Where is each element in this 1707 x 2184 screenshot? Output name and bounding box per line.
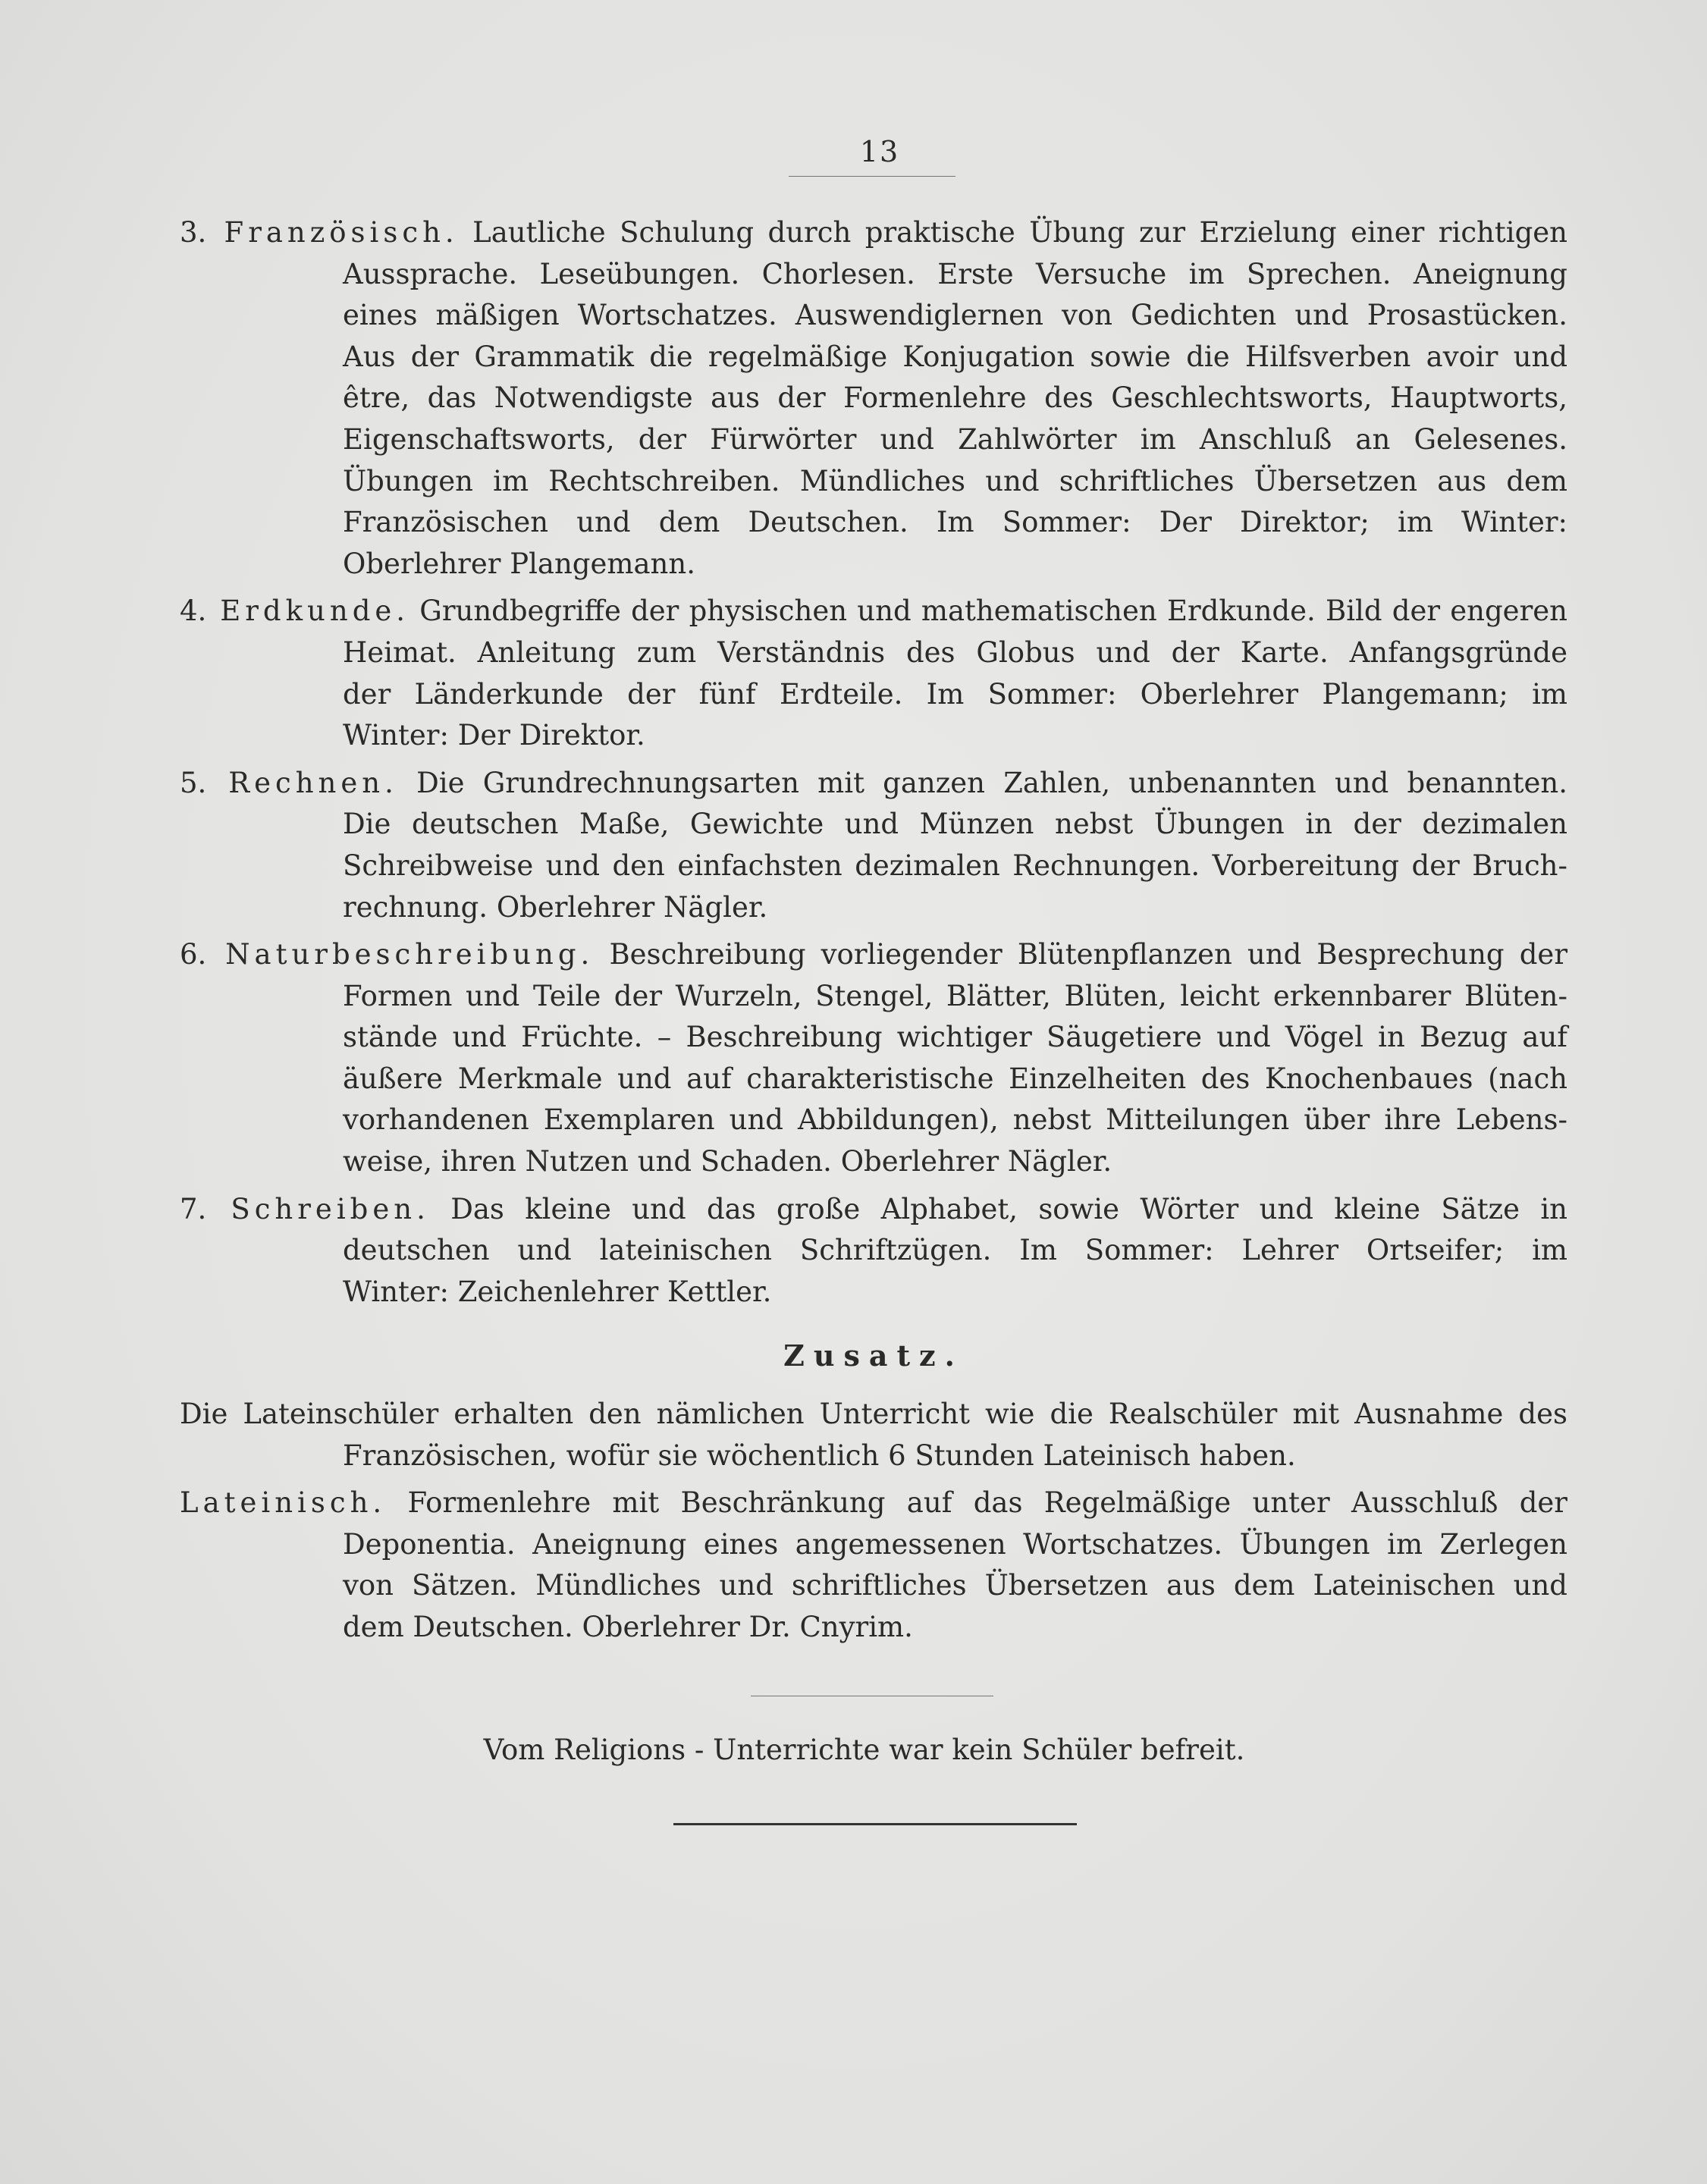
- text-line: dem Deutschen. Oberlehrer Dr. Cnyrim.: [343, 1611, 913, 1643]
- item-number: 5.: [180, 766, 207, 799]
- text-line: Aus der Grammatik die regelmäßige Konjugation sowie die Hilfsverben avoir und: [343, 340, 1567, 373]
- item-first-line: [180, 212, 1567, 254]
- closing-rule: [673, 1823, 1077, 1825]
- zusatz-heading: Zusatz.: [783, 1338, 964, 1373]
- item-text: Das kleine und das große Alphabet, sowie Wörter und kleine Sätze in: [450, 1192, 1567, 1225]
- text-line: Oberlehrer Plangemann.: [343, 547, 695, 580]
- item-first-line: [180, 591, 1567, 632]
- item-text: Beschreibung vorliegender Blütenpflanzen und Besprechung der: [609, 938, 1568, 971]
- text-line: der Länderkunde der fünf Erdteile. Im Sommer: Oberlehrer Plangemann; im: [343, 677, 1567, 711]
- item-subject: Naturbeschreibung.: [225, 938, 595, 971]
- item-number: 4.: [180, 595, 207, 628]
- curriculum-item: [180, 591, 1567, 756]
- curriculum-item: [180, 212, 1567, 585]
- item-text: Grundbegriffe der physischen und mathematischen Erdkunde. Bild der engeren: [419, 595, 1567, 628]
- item-first-line: [180, 763, 1567, 805]
- item-number: 7.: [180, 1192, 207, 1225]
- zusatz-paragraph: [180, 1394, 1567, 1476]
- text-line: Aussprache. Leseübungen. Chorlesen. Erste Versuche im Sprechen. Aneignung: [343, 257, 1567, 290]
- item-text: Die Grundrechnungsarten mit ganzen Zahlen, unbenannten und benannten.: [416, 766, 1567, 799]
- curriculum-item: [180, 934, 1567, 1183]
- item-subject: Rechnen.: [228, 766, 398, 799]
- text-line: être, das Notwendigste aus der Formenlehre des Geschlechtsworts, Hauptworts,: [343, 381, 1567, 415]
- item-subject: Erdkunde.: [220, 595, 410, 628]
- latin-text: Formenlehre mit Beschränkung auf das Regelmäßige unter Ausschluß der: [407, 1486, 1567, 1520]
- item-subject: Französisch.: [224, 216, 459, 249]
- text-line: rechnung. Oberlehrer Nägler.: [343, 890, 768, 924]
- text-line: von Sätzen. Mündliches und schriftliches Übersetzen aus dem Lateinischen und: [343, 1569, 1567, 1602]
- text-line: Heimat. Anleitung zum Verständnis des Globus und der Karte. Anfangsgründe: [343, 635, 1567, 669]
- text-line: Die deutschen Maße, Gewichte und Münzen nebst Übungen in der dezimalen: [343, 808, 1567, 841]
- item-first-line: [180, 934, 1567, 976]
- text-line: Deponentia. Aneignung eines angemessenen Wortschatzes. Übungen im Zerlegen: [343, 1527, 1567, 1561]
- text-line: Schreibweise und den einfachsten dezimalen Rechnungen. Vorbereitung der Bruch-: [343, 849, 1567, 882]
- page-number: 13: [859, 135, 900, 168]
- document-body: [180, 212, 1567, 1655]
- item-subject: Schreiben.: [231, 1192, 430, 1225]
- footer-note: Vom Religions - Unterrichte war kein Schüler befreit.: [483, 1734, 1245, 1766]
- latin-subject: Lateinisch.: [180, 1486, 387, 1520]
- text-line: vorhandenen Exemplaren und Abbildungen), nebst Mitteilungen über ihre Lebens-: [343, 1103, 1567, 1137]
- latin-paragraph: [180, 1483, 1567, 1648]
- text-line: Französischen und dem Deutschen. Im Sommer: Der Direktor; im Winter:: [343, 506, 1567, 539]
- text-line: äußere Merkmale und auf charakteristische Einzelheiten des Knochenbaues (nach: [343, 1062, 1567, 1095]
- text-line: Winter: Der Direktor.: [343, 719, 645, 752]
- item-number: 3.: [180, 216, 207, 249]
- header-rule: [789, 176, 955, 177]
- item-number: 6.: [180, 938, 207, 971]
- item-first-line: [180, 1189, 1567, 1231]
- text-line: Winter: Zeichenlehrer Kettler.: [343, 1275, 772, 1308]
- text-line: weise, ihren Nutzen und Schaden. Oberlehrer Nägler.: [343, 1145, 1112, 1178]
- text-line: Übungen im Rechtschreiben. Mündliches und schriftliches Übersetzen aus dem: [343, 464, 1567, 497]
- curriculum-item: [180, 1189, 1567, 1313]
- item-text: Lautliche Schulung durch praktische Übung zur Erzielung einer richtigen: [472, 216, 1567, 249]
- text-line: Die Lateinschüler erhalten den nämlichen Unterricht wie die Realschüler mit Ausnahme des: [180, 1398, 1567, 1431]
- text-line: Eigenschaftsworts, der Fürwörter und Zahlwörter im Anschluß an Gelesenes.: [343, 422, 1567, 456]
- text-line: Formen und Teile der Wurzeln, Stengel, Blätter, Blüten, leicht erkennbarer Blüten-: [343, 979, 1567, 1012]
- text-line: eines mäßigen Wortschatzes. Auswendiglernen von Gedichten und Prosastücken.: [343, 299, 1567, 332]
- latin-first-line: [180, 1483, 1567, 1524]
- text-line: stände und Früchte. – Beschreibung wichtiger Säugetiere und Vögel in Bezug auf: [343, 1021, 1567, 1054]
- text-line: Französischen, wofür sie wöchentlich 6 Stunden Lateinisch haben.: [343, 1439, 1296, 1472]
- curriculum-item: [180, 763, 1567, 928]
- text-line: deutschen und lateinischen Schriftzügen. Im Sommer: Lehrer Ortseifer; im: [343, 1234, 1567, 1267]
